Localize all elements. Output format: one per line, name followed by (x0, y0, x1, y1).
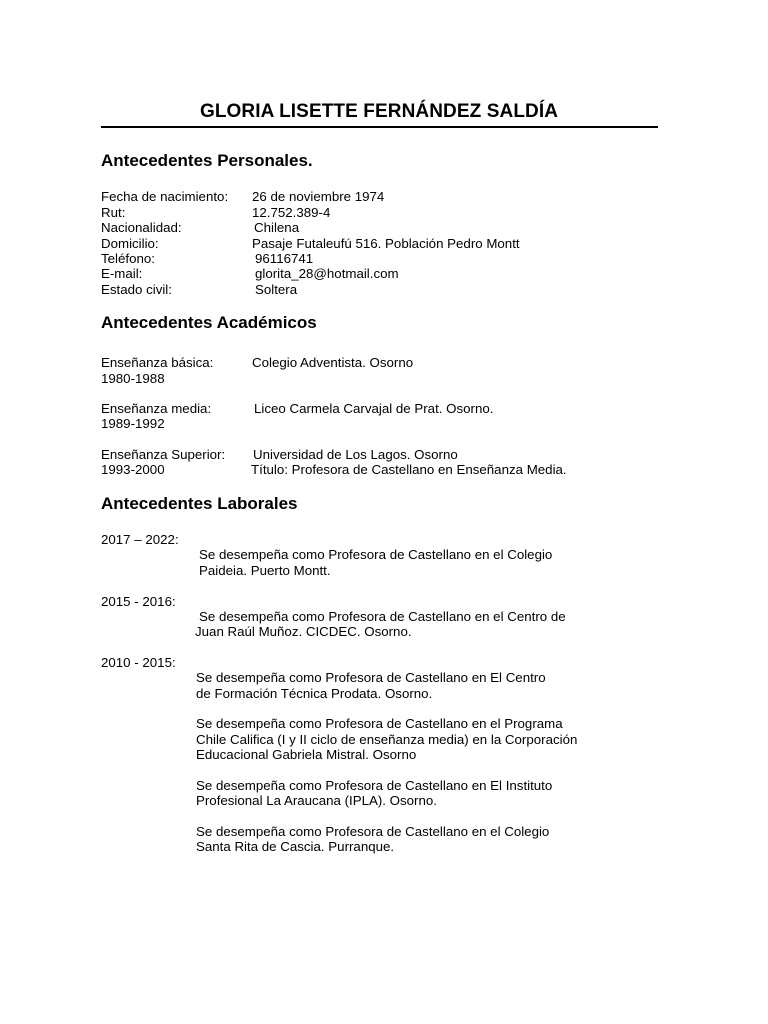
academic-school-basic: Colegio Adventista. Osorno (252, 355, 414, 370)
personal-value-phone: 96116741 (255, 251, 314, 266)
personal-label-rut: Rut: (101, 205, 126, 220)
work-job-line: Se desempeña como Profesora de Castellano en El Centro (196, 670, 546, 685)
academic-section-heading: Antecedentes Académicos (101, 313, 317, 332)
personal-label-nationality: Nacionalidad: (101, 220, 182, 235)
academic-years-secondary: 1989-1992 (101, 416, 165, 431)
work-job-line: de Formación Técnica Prodata. Osorno. (196, 686, 433, 701)
work-period-years: 2010 - 2015: (101, 655, 176, 670)
academic-years-basic: 1980-1988 (101, 371, 165, 386)
work-job-line: Se desempeña como Profesora de Castellano en el Colegio (196, 824, 550, 839)
personal-value-nationality: Chilena (254, 220, 300, 235)
personal-label-birthdate: Fecha de nacimiento: (101, 189, 229, 204)
work-period-years: 2015 - 2016: (101, 594, 176, 609)
academic-school-higher: Universidad de Los Lagos. Osorno (253, 447, 458, 462)
personal-label-civil-status: Estado civil: (101, 282, 172, 297)
personal-value-email: glorita_28@hotmail.com (255, 266, 399, 281)
work-job-line: Se desempeña como Profesora de Castellano en el Programa (196, 716, 563, 731)
academic-level-higher: Enseñanza Superior: (101, 447, 226, 462)
personal-value-address: Pasaje Futaleufú 516. Población Pedro Montt (252, 236, 520, 251)
personal-value-rut: 12.752.389-4 (252, 205, 331, 220)
work-job-line: Se desempeña como Profesora de Castellano en El Instituto (196, 778, 553, 793)
work-job-line: Santa Rita de Cascia. Purranque. (196, 839, 395, 854)
personal-value-birthdate: 26 de noviembre 1974 (252, 189, 385, 204)
title-underline (101, 126, 658, 128)
academic-level-secondary: Enseñanza media: (101, 401, 212, 416)
work-period-years: 2017 – 2022: (101, 532, 179, 547)
academic-level-basic: Enseñanza básica: (101, 355, 214, 370)
personal-label-phone: Teléfono: (101, 251, 155, 266)
personal-label-address: Domicilio: (101, 236, 159, 251)
work-job-line: Profesional La Araucana (IPLA). Osorno. (196, 793, 437, 808)
cv-name-title: GLORIA LISETTE FERNÁNDEZ SALDÍA (199, 101, 559, 122)
academic-years-higher: 1993-2000 (101, 462, 165, 477)
work-job-line: Se desempeña como Profesora de Castellano en el Colegio (199, 547, 553, 562)
work-section-heading: Antecedentes Laborales (101, 494, 298, 513)
work-job-line: Se desempeña como Profesora de Castellano en el Centro de (199, 609, 566, 624)
academic-school-secondary: Liceo Carmela Carvajal de Prat. Osorno. (254, 401, 494, 416)
academic-degree-higher: Título: Profesora de Castellano en Enseñanza Media. (251, 462, 567, 477)
work-job-line: Chile Califica (I y II ciclo de enseñanza media) en la Corporación (196, 732, 578, 747)
personal-value-civil-status: Soltera (255, 282, 298, 297)
personal-section-heading: Antecedentes Personales. (101, 151, 313, 170)
work-job-line: Educacional Gabriela Mistral. Osorno (196, 747, 417, 762)
personal-label-email: E-mail: (101, 266, 143, 281)
work-job-line: Juan Raúl Muñoz. CICDEC. Osorno. (195, 624, 412, 639)
work-job-line: Paideia. Puerto Montt. (199, 563, 331, 578)
